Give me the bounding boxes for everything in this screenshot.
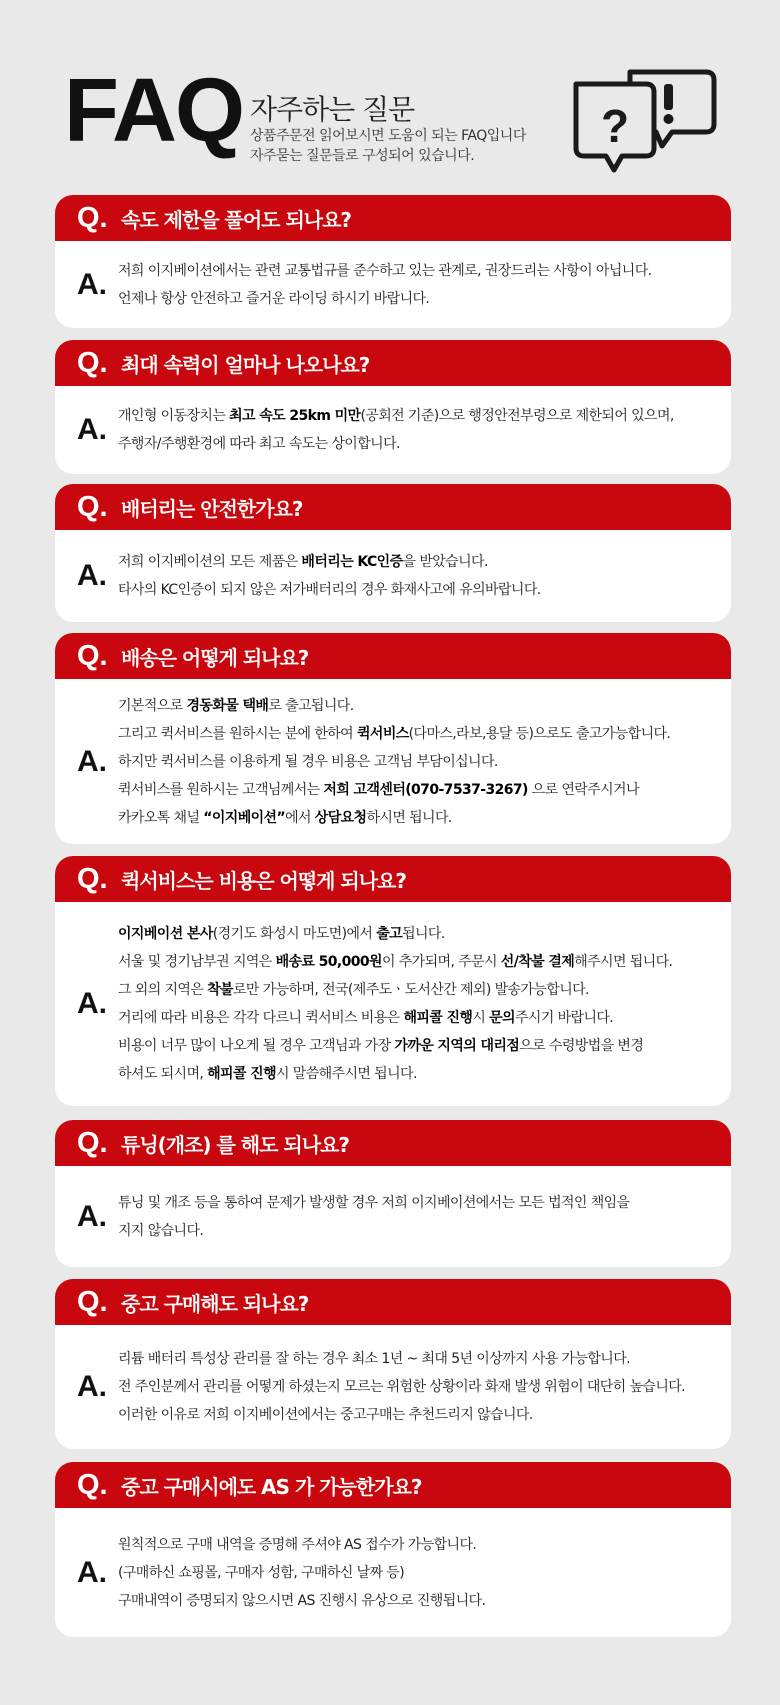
page-description	[250, 126, 526, 166]
answer-line	[118, 1345, 721, 1373]
answer-segment: 지지 않습니다.	[118, 1223, 204, 1239]
answer-segment: 이러한 이유로 저희 이지베이션에서는 중고구매는 추천드리지 않습니다.	[118, 1407, 533, 1423]
question-bar	[55, 1462, 731, 1508]
answer-segment: 구매내역이 증명되지 않으시면 AS 진행시 유상으로 진행됩니다.	[118, 1593, 486, 1609]
faq-item	[55, 1279, 731, 1449]
answer-segment: 해주시면 됩니다.	[574, 954, 673, 970]
answer-body	[55, 530, 731, 622]
answer-line	[118, 402, 721, 430]
answer-segment: 튜닝 및 개조 등을 통하여 문제가 발생할 경우 저희 이지베이션에서는 모든 법적인 책임을	[118, 1195, 630, 1211]
description-line: 자주묻는 질문들로 구성되어 있습니다.	[250, 148, 475, 164]
answer-body	[55, 1508, 731, 1637]
answer-segment: 개인형 이동장치는	[118, 408, 230, 424]
question-mark-label: Q.	[77, 1285, 108, 1318]
faq-item	[55, 1462, 731, 1637]
answer-segment: 하지만 퀵서비스를 이용하게 될 경우 비용은 고객님 부담이십니다.	[118, 754, 498, 770]
question-text: 중고 구매시에도 AS 가 가능한가요?	[121, 1474, 422, 1499]
answer-line	[118, 1559, 721, 1587]
answer-segment: (공회전 기준)으로 행정안전부령으로 제한되어 있으며,	[360, 408, 674, 424]
svg-text:?: ?	[600, 100, 630, 152]
question-bar	[55, 484, 731, 530]
answer-body	[55, 902, 731, 1106]
question-text: 튜닝(개조) 를 해도 되나요?	[121, 1132, 349, 1157]
question-mark-label: Q.	[77, 490, 108, 523]
answer-emphasis: 가까운 지역의 대리점	[394, 1038, 520, 1054]
answer-line	[118, 285, 721, 313]
answer-emphasis: 출고	[376, 926, 403, 942]
answer-emphasis: 이지베이션 본사	[118, 926, 213, 942]
faq-item	[55, 856, 731, 1106]
answer-body	[55, 1166, 731, 1267]
question-bar	[55, 856, 731, 902]
answer-segment: 언제나 항상 안전하고 즐거운 라이딩 하시기 바랍니다.	[118, 291, 430, 307]
answer-segment: 퀵서비스를 원하시는 고객님께서는	[118, 782, 324, 798]
answer-text	[118, 548, 721, 604]
question-bar	[55, 195, 731, 241]
question-text: 배송은 어떻게 되나요?	[121, 645, 309, 670]
answer-segment: 타사의 KC인증이 되지 않은 저가배터리의 경우 화재사고에 유의바랍니다.	[118, 582, 541, 598]
answer-line	[118, 948, 721, 976]
answer-emphasis: 착불	[207, 982, 233, 998]
answer-segment: 그리고 퀵서비스를 원하시는 분에 한하여	[118, 726, 357, 742]
answer-segment: 이 추가되며, 주문시	[381, 954, 501, 970]
answer-line	[118, 257, 721, 285]
question-text: 최대 속력이 얼마나 나오나요?	[121, 352, 370, 377]
answer-segment: 저희 이지베이션에서는 관련 교통법규를 준수하고 있는 관계로, 권장드리는 사항이 아닙니다.	[118, 263, 652, 279]
answer-line	[118, 1004, 721, 1032]
answer-segment: 시 말씀해주시면 됩니다.	[276, 1066, 417, 1082]
answer-emphasis: 선/착불 결제	[500, 954, 575, 970]
question-bar	[55, 340, 731, 386]
answer-segment: 으로 연락주시거나	[527, 782, 639, 798]
answer-emphasis: 해피콜 진행	[207, 1066, 277, 1082]
answer-segment: 시	[472, 1010, 490, 1026]
question-mark-label: Q.	[77, 639, 108, 672]
answer-segment: 주행자/주행환경에 따라 최고 속도는 상이합니다.	[118, 436, 400, 452]
answer-text	[118, 1531, 721, 1615]
answer-line	[118, 1531, 721, 1559]
answer-segment: 저희 이지베이션의 모든 제품은	[118, 554, 302, 570]
answer-line	[118, 692, 721, 720]
answer-segment: (구매하신 쇼핑몰, 구매자 성함, 구매하신 날짜 등)	[118, 1565, 405, 1581]
answer-line	[118, 920, 721, 948]
faq-item	[55, 484, 731, 622]
answer-segment: 카카오톡 채널	[118, 810, 204, 826]
answer-segment: 전 주인분께서 관리를 어떻게 하셨는지 모르는 위험한 상황이라 화재 발생 위험이 대단히 높습니다.	[118, 1379, 686, 1395]
answer-text	[118, 692, 721, 832]
answer-mark-label: A.	[77, 413, 107, 446]
answer-emphasis: 배송료 50,000원	[275, 954, 382, 970]
faq-item	[55, 340, 731, 474]
answer-line	[118, 1373, 721, 1401]
answer-emphasis: 문의	[489, 1010, 515, 1026]
answer-line	[118, 804, 721, 832]
answer-line	[118, 548, 721, 576]
question-text: 배터리는 안전한가요?	[121, 496, 303, 521]
answer-segment: 주시기 바랍니다.	[514, 1010, 614, 1026]
answer-text	[118, 1345, 721, 1429]
answer-mark-label: A.	[77, 267, 107, 301]
answer-segment: 하시면 됩니다.	[366, 810, 452, 826]
answer-line	[118, 1401, 721, 1429]
answer-text	[118, 257, 721, 313]
answer-segment: 원칙적으로 구매 내역을 증명해 주셔야 AS 접수가 가능합니다.	[118, 1537, 477, 1553]
faq-item	[55, 1120, 731, 1267]
answer-body	[55, 1325, 731, 1449]
answer-mark-label: A.	[77, 1555, 107, 1589]
answer-segment: (다마스,라보,용달 등)으로도 출고가능합니다.	[408, 726, 671, 742]
answer-line	[118, 1217, 721, 1245]
answer-segment: 거리에 따라 비용은 각각 다르니 퀵서비스 비용은	[118, 1010, 404, 1026]
answer-body	[55, 386, 731, 474]
answer-emphasis: 저희 고객센터(070-7537-3267)	[323, 782, 528, 798]
answer-line	[118, 576, 721, 604]
answer-emphasis: 해피콜 진행	[403, 1010, 473, 1026]
answer-segment: 으로 수령방법을 변경	[519, 1038, 644, 1054]
page-title: 자주하는 질문	[250, 93, 415, 126]
answer-line	[118, 1032, 721, 1060]
faq-item	[55, 195, 731, 328]
answer-text	[118, 1189, 721, 1245]
question-bar	[55, 1120, 731, 1166]
answer-line	[118, 1060, 721, 1088]
page-header	[0, 0, 780, 190]
answer-segment: 기본적으로	[118, 698, 187, 714]
answer-line	[118, 748, 721, 776]
question-mark-label: Q.	[77, 862, 108, 895]
question-text: 속도 제한을 풀어도 되나요?	[121, 207, 352, 232]
question-mark-label: Q.	[77, 1468, 108, 1501]
answer-segment: 하셔도 되시며,	[118, 1066, 208, 1082]
answer-mark-label: A.	[77, 1199, 107, 1233]
question-text: 중고 구매해도 되나요?	[121, 1291, 309, 1316]
faq-heading: FAQ	[64, 61, 244, 161]
answer-line	[118, 1189, 721, 1217]
answer-emphasis: 경동화물 택배	[186, 698, 269, 714]
answer-emphasis: 퀵서비스	[356, 726, 409, 742]
answer-text	[118, 920, 721, 1088]
question-mark-label: Q.	[77, 201, 108, 234]
question-mark-label: Q.	[77, 1126, 108, 1159]
answer-segment: 서울 및 경기남부권 지역은	[118, 954, 276, 970]
answer-segment: 비용이 너무 많이 나오게 될 경우 고객님과 가장	[118, 1038, 395, 1054]
answer-segment: 그 외의 지역은	[118, 982, 208, 998]
answer-mark-label: A.	[77, 987, 107, 1020]
question-bar	[55, 633, 731, 679]
question-text: 퀵서비스는 비용은 어떻게 되나요?	[121, 868, 406, 893]
question-mark-label: Q.	[77, 346, 108, 379]
speech-bubbles-icon	[568, 66, 720, 186]
answer-text	[118, 402, 721, 458]
description-line: 상품주문전 읽어보시면 도움이 되는 FAQ입니다	[250, 128, 526, 144]
answer-emphasis: “이지베이션”	[203, 810, 286, 826]
answer-emphasis: 상담요청	[314, 810, 367, 826]
answer-body	[55, 241, 731, 328]
faq-item	[55, 633, 731, 844]
answer-segment: 로 출고됩니다.	[268, 698, 354, 714]
answer-segment: 리튬 배터리 특성상 관리를 잘 하는 경우 최소 1년 ~ 최대 5년 이상까지 사용 가능합니다.	[118, 1351, 630, 1367]
answer-line	[118, 776, 721, 804]
answer-mark-label: A.	[77, 744, 107, 778]
answer-emphasis: 배터리는 KC인증	[301, 554, 403, 570]
answer-mark-label: A.	[77, 1370, 107, 1403]
answer-mark-label: A.	[77, 559, 107, 592]
answer-segment: 을 받았습니다.	[402, 554, 488, 570]
answer-body	[55, 679, 731, 844]
answer-line	[118, 720, 721, 748]
answer-line	[118, 430, 721, 458]
answer-emphasis: 최고 속도 25km 미만	[229, 408, 361, 424]
answer-segment: 에서	[285, 810, 315, 826]
answer-segment: 로만 가능하며, 전국(제주도ㆍ도서산간 제외) 발송가능합니다.	[232, 982, 589, 998]
answer-line	[118, 1587, 721, 1615]
question-bar	[55, 1279, 731, 1325]
answer-line	[118, 976, 721, 1004]
answer-segment: (경기도 화성시 마도면)에서	[212, 926, 377, 942]
answer-segment: 됩니다.	[402, 926, 445, 942]
